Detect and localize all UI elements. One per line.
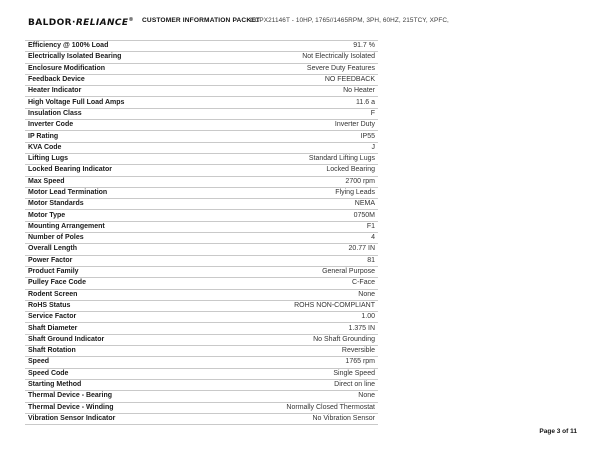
spec-value: 0750M: [353, 211, 375, 219]
spec-value: 1.375 IN: [348, 324, 375, 332]
spec-value: J: [371, 143, 375, 151]
table-row: [25, 97, 378, 108]
spec-label: Rodent Screen: [28, 290, 78, 298]
table-row: [25, 131, 378, 142]
spec-value: C-Face: [352, 279, 375, 287]
table-row: [25, 199, 378, 210]
spec-label: Number of Poles: [28, 234, 84, 242]
spec-label: Thermal Device - Bearing: [28, 392, 113, 400]
table-row: [25, 75, 378, 86]
table-row: [25, 414, 378, 425]
spec-value: 81: [367, 256, 375, 264]
spec-label: Vibration Sensor Indicator: [28, 414, 116, 422]
spec-value: General Purpose: [322, 268, 375, 276]
table-row: [25, 323, 378, 334]
table-row: [25, 244, 378, 255]
spec-value: ROHS NON-COMPLIANT: [294, 301, 375, 309]
spec-value: Locked Bearing: [326, 166, 375, 174]
spec-label: Speed: [28, 358, 50, 366]
table-row: [25, 210, 378, 221]
table-row: [25, 267, 378, 278]
table-row: [25, 177, 378, 188]
spec-value: Severe Duty Features: [306, 64, 375, 72]
table-row: [25, 143, 378, 154]
product-code: CCPX21146T - 10HP, 1765//1465RPM, 3PH, 60HZ, 215TCY, XPFC,: [250, 17, 449, 24]
table-row: [25, 52, 378, 63]
spec-value: 20.77 IN: [348, 245, 375, 253]
spec-label: Efficiency @ 100% Load: [28, 42, 109, 50]
spec-value: 1.00: [361, 313, 375, 321]
table-row: [25, 369, 378, 380]
spec-value: Direct on line: [334, 381, 375, 389]
spec-label: High Voltage Full Load Amps: [28, 98, 125, 106]
table-row: [25, 109, 378, 120]
table-row: [25, 120, 378, 131]
spec-label: Electrically Isolated Bearing: [28, 53, 122, 61]
spec-label: Locked Bearing Indicator: [28, 166, 113, 174]
spec-value: Standard Lifting Lugs: [308, 155, 375, 163]
spec-label: Heater Indicator: [28, 87, 82, 95]
specification-table: [25, 40, 378, 425]
logo-brand-left: BALDOR: [28, 18, 73, 28]
table-row: [25, 346, 378, 357]
spec-value: F: [370, 109, 375, 117]
table-row: [25, 188, 378, 199]
document-title: CUSTOMER INFORMATION PACKET: [142, 17, 260, 24]
spec-value: NEMA: [354, 200, 375, 208]
spec-label: Motor Type: [28, 211, 66, 219]
table-row: [25, 290, 378, 301]
table-row: [25, 154, 378, 165]
spec-value: None: [358, 392, 375, 400]
spec-label: Power Factor: [28, 256, 73, 264]
spec-label: IP Rating: [28, 132, 59, 140]
logo-brand-right: RELIANCE: [75, 18, 129, 28]
registered-trademark-symbol: ®: [128, 17, 134, 23]
spec-label: Mounting Arrangement: [28, 222, 105, 230]
spec-value: NO FEEDBACK: [324, 76, 375, 84]
spec-value: F1: [366, 222, 375, 230]
spec-label: RoHS Status: [28, 301, 71, 309]
spec-label: Starting Method: [28, 381, 82, 389]
table-row: [25, 335, 378, 346]
table-row: [25, 380, 378, 391]
table-row: [25, 233, 378, 244]
table-row: [25, 256, 378, 267]
spec-label: Shaft Ground Indicator: [28, 335, 105, 343]
table-row: [25, 278, 378, 289]
spec-label: Overall Length: [28, 245, 78, 253]
spec-label: Speed Code: [28, 369, 69, 377]
spec-value: No Heater: [343, 87, 375, 95]
spec-value: IP55: [360, 132, 375, 140]
table-row: [25, 86, 378, 97]
table-row: [25, 403, 378, 414]
spec-label: Feedback Device: [28, 76, 85, 84]
spec-value: No Shaft Grounding: [313, 335, 375, 343]
spec-label: Motor Standards: [28, 200, 84, 208]
spec-label: KVA Code: [28, 143, 62, 151]
spec-label: Lifting Lugs: [28, 155, 69, 163]
spec-value: 91.7 %: [353, 42, 375, 50]
table-row: [25, 165, 378, 176]
spec-value: No Vibration Sensor: [312, 414, 375, 422]
spec-value: 4: [371, 234, 375, 242]
logo-separator-dot: ·: [72, 18, 76, 28]
spec-value: Normally Closed Thermostat: [286, 403, 375, 411]
page-header: [0, 14, 600, 26]
spec-value: 2700 rpm: [345, 177, 375, 185]
spec-label: Thermal Device - Winding: [28, 403, 114, 411]
spec-label: Service Factor: [28, 313, 77, 321]
table-row: [25, 312, 378, 323]
baldor-reliance-logo: [28, 14, 133, 29]
spec-value: 11.6 a: [356, 98, 375, 106]
spec-value: None: [358, 290, 375, 298]
table-row: [25, 301, 378, 312]
spec-value: Not Electrically Isolated: [302, 53, 375, 61]
table-row: [25, 64, 378, 75]
spec-label: Pulley Face Code: [28, 279, 86, 287]
spec-value: Single Speed: [333, 369, 375, 377]
page-number: Page 3 of 11: [539, 428, 577, 435]
table-row: [25, 41, 378, 52]
spec-label: Motor Lead Termination: [28, 189, 108, 196]
spec-label: Shaft Diameter: [28, 324, 78, 332]
spec-label: Insulation Class: [28, 109, 82, 117]
spec-label: Max Speed: [28, 177, 65, 185]
spec-value: Flying Leads: [335, 189, 375, 196]
spec-value: Reversible: [341, 347, 375, 355]
spec-value: Inverter Duty: [334, 121, 375, 129]
spec-label: Shaft Rotation: [28, 347, 76, 355]
table-row: [25, 222, 378, 233]
spec-label: Product Family: [28, 268, 79, 276]
spec-label: Inverter Code: [28, 121, 74, 129]
spec-label: Enclosure Modification: [28, 64, 106, 72]
spec-value: 1765 rpm: [345, 358, 375, 366]
table-row: [25, 391, 378, 402]
table-row: [25, 357, 378, 368]
